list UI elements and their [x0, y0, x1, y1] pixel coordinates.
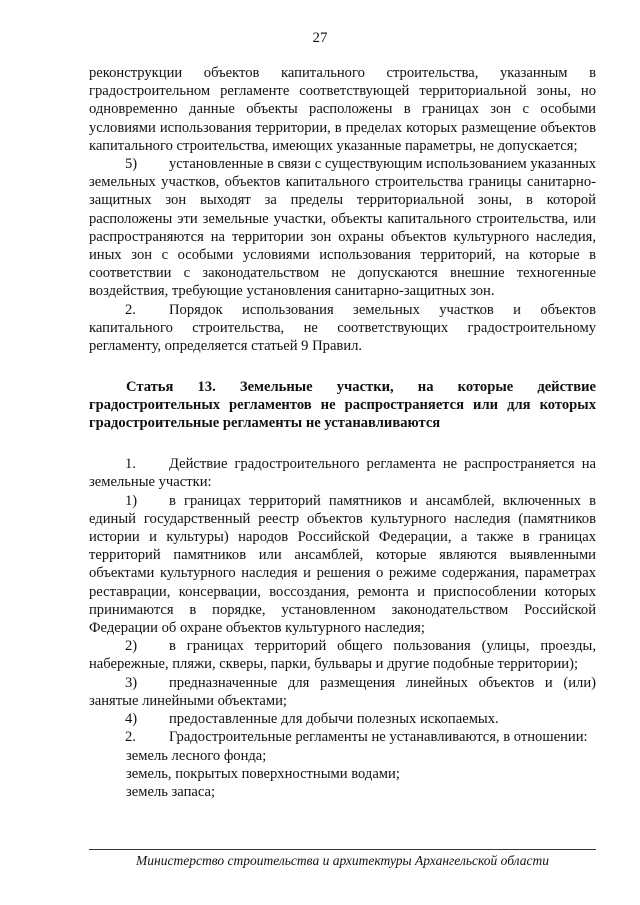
numbered-paragraph: [89, 455, 596, 491]
paragraph-text: в границах территорий памятников и ансамблей, включенных в единый государственный реестр объектов культурного наследия (памятников истории и культуры) народов Российской Федерации, а также в границах территорий памятников или ансамблей, которые являются выявленными объектами культурного наследия и решения о режиме содержания, параметрах реставрации, консервации, воссоздания, ремонта и приспособлении которых принимаются в порядке, установленном законодательством Российской Федерации об охране объектов культурного наследия;: [89, 492, 596, 637]
item-number: 1.: [125, 456, 136, 473]
paragraph-text: предназначенные для размещения линейных объектов и (или) занятые линейными объектами;: [89, 674, 596, 709]
page-number: 27: [312, 30, 328, 46]
paragraph-text: установленные в связи с существующим использованием указанных земельных участков, объектов капитального строительства границы санитарно-защитных зон выходят за пределы территориальной зоны, в которой расположены эти земельные участки, объекты капитального строительства, или распространяются на территории зон охраны объектов культурного наследия, иных зон с особыми условиями использования территорий, на которые в соответствии с законодательством не допускаются внешние техногенные воздействия, требующие установления санитарно-защитных зон.: [89, 156, 596, 300]
item-number: 5): [125, 156, 138, 173]
paragraph-text: Действие градостроительного регламента не распространяется на земельные участки:: [89, 456, 596, 491]
numbered-paragraph: [89, 492, 596, 638]
numbered-paragraph: [89, 728, 596, 746]
paragraph-text: Градостроительные регламенты не устанавливаются, в отношении:: [169, 729, 588, 746]
numbered-paragraph: [89, 710, 596, 728]
numbered-paragraph: [89, 674, 596, 710]
paragraph-text: Порядок использования земельных участков и объектов капитального строительства, не соответствующих градостроительному регламенту, определяется статьей 9 Правил.: [89, 301, 596, 355]
footer-divider: [89, 849, 596, 850]
article-heading: Статья 13. Земельные участки, на которые действие градостроительных регламентов не распространяется или для которых градостроительные регламенты не устанавливаются: [89, 379, 596, 432]
item-number: 2.: [125, 729, 136, 746]
list-item: земель, покрытых поверхностными водами;: [126, 765, 400, 782]
list-item: земель запаса;: [126, 783, 216, 800]
page-footer: Министерство строительства и архитектуры Архангельской области: [136, 853, 549, 868]
paragraph-text: в границах территорий общего пользования (улицы, проезды, набережные, пляжи, скверы, парки, бульвары и другие подобные территории);: [89, 638, 596, 673]
paragraph: [89, 64, 596, 155]
paragraph-text: предоставленные для добычи полезных ископаемых.: [169, 711, 499, 728]
numbered-paragraph: [89, 155, 596, 301]
item-number: 1): [125, 492, 138, 509]
numbered-paragraph: [89, 637, 596, 673]
list-item: земель лесного фонда;: [126, 747, 267, 764]
item-number: 2): [125, 638, 138, 655]
document-body: [89, 64, 596, 801]
paragraph-text: реконструкции объектов капитального строительства, указанным в градостроительном регламенте соответствующей территориальной зоны, но одновременно данные объекты расположены в границах зон с особыми условиями использования территории, в пределах которых размещение объектов капитального строительства, имеющих указанные параметры, не допускается;: [89, 65, 596, 154]
item-number: 4): [125, 711, 138, 728]
numbered-paragraph: [89, 301, 596, 356]
item-number: 2.: [125, 301, 136, 318]
item-number: 3): [125, 674, 138, 691]
